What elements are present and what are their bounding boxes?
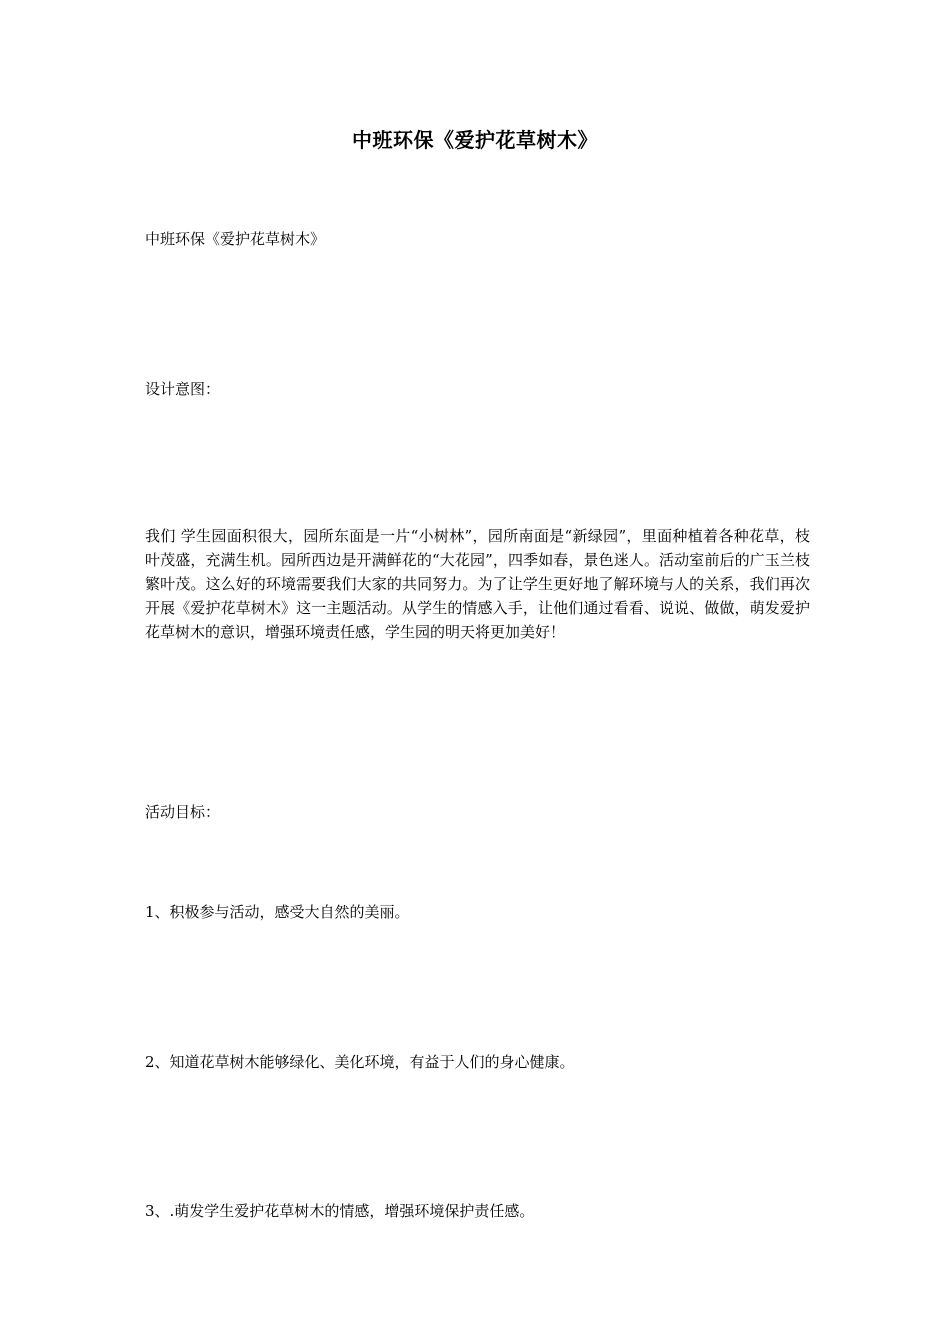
design-intent-paragraph: 我们 学生园面积很大，园所东面是一片“小树林”，园所南面是“新绿园”，里面种植着各种花草，枝叶茂盛，充满生机。园所西边是开满鲜花的“大花园”，四季如春，景色迷人。活动室前后的广玉兰枝繁叶茂。这么好的环境需要我们大家的共同努力。为了让学生更好地了解环境与人的关系，我们再次开展《爱护花草树木》这一主题活动。从学生的情感入手，让他们通过看看、说说、做做，萌发爱护花草树木的意识，增强环境责任感，学生园的明天将更加美好！ [145,527,810,641]
activity-goals-heading: 活动目标： [145,803,221,821]
design-intent-heading: 设计意图： [145,380,221,398]
goal-item-1: 1、积极参与活动，感受大自然的美丽。 [145,903,410,921]
goal-item-2: 2、知道花草树木能够绿化、美化环境，有益于人们的身心健康。 [145,1053,575,1071]
document-subtitle: 中班环保《爱护花草树木》 [145,230,326,248]
document-title: 中班环保《爱护花草树木》 [352,128,598,152]
goal-item-3: 3、.萌发学生爱护花草树木的情感，增强环境保护责任感。 [145,1202,535,1220]
